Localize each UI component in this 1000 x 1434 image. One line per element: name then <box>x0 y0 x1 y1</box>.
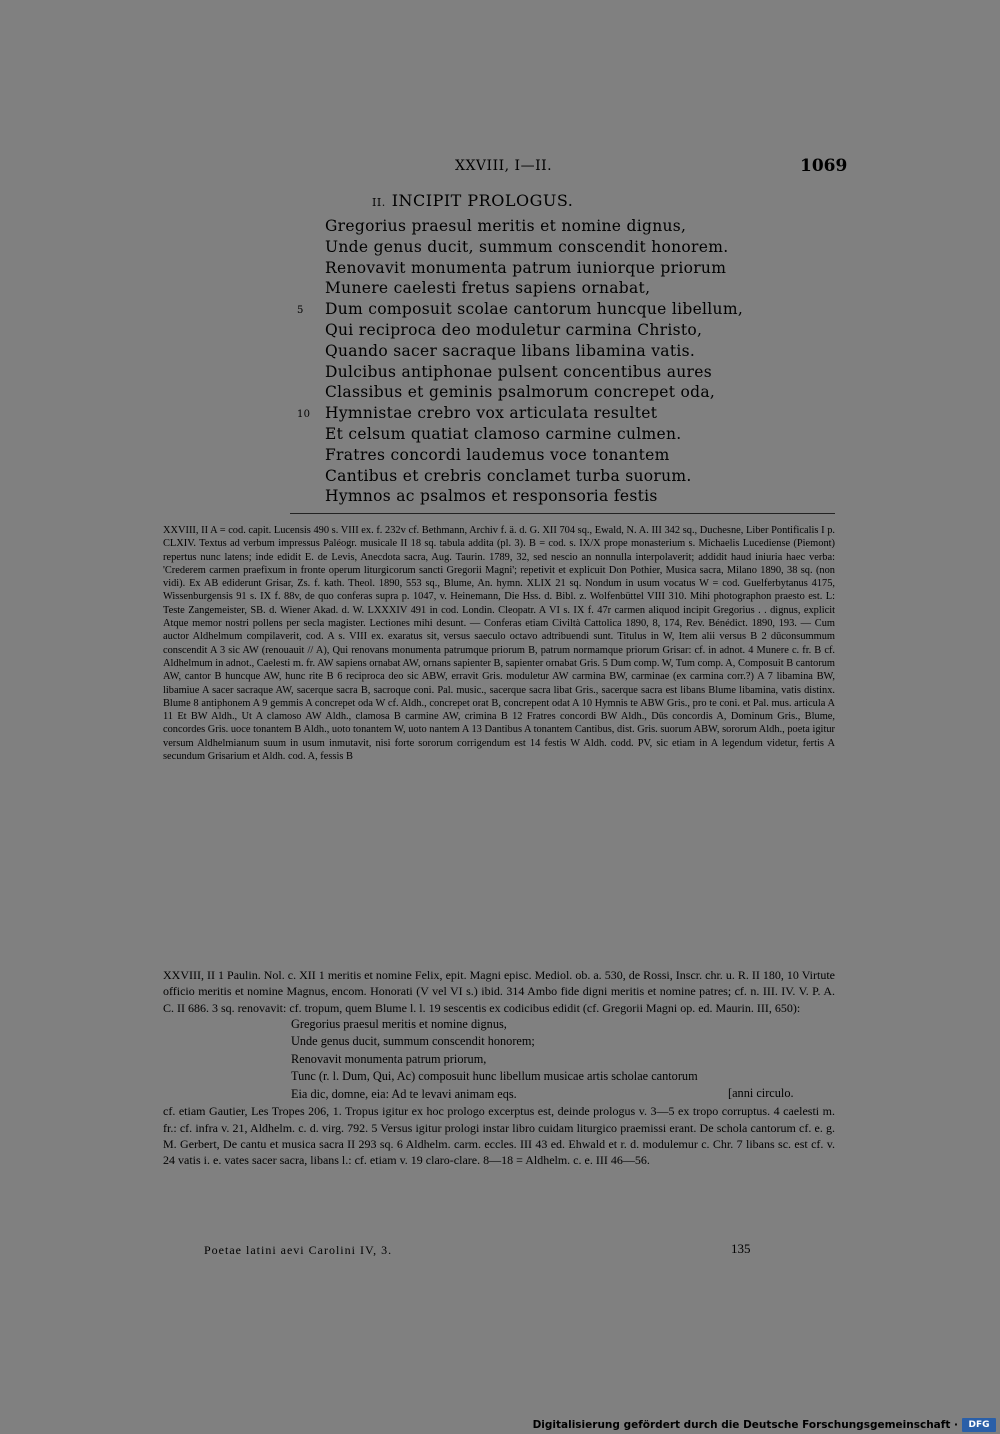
poem-line <box>325 278 743 299</box>
poem-line-text: Hymnos ac psalmos et responsoria festis <box>325 487 658 506</box>
source-notes <box>163 967 835 1169</box>
poem-line-text: Qui reciproca deo moduletur carmina Christo, <box>325 320 703 339</box>
poem-line-text: Classibus et geminis psalmorum concrepet oda, <box>325 383 716 402</box>
divider-rule <box>290 513 835 514</box>
trope-line: Eia dic, domne, eia: Ad te levavi animam eqs. <box>291 1086 517 1101</box>
poem-line-text: Dulcibus antiphonae pulsent concentibus aures <box>325 362 712 381</box>
poem-line <box>297 299 744 320</box>
trope-line: Unde genus ducit, summum conscendit honorem; <box>291 1034 535 1049</box>
poem-line-text: Dum composuit scolae cantorum huncque libellum, <box>325 300 744 319</box>
source-notes-intro: XXVIII, II 1 Paulin. Nol. c. XII 1 meritis et nomine Felix, epit. Magni episc. Mediol. ob. a. 530, de Rossi, Inscr. chr. u. R. II 180, 10 Virtute officio meritis et nomine Magnus, encom. Honorati (V vel VI s.) ibid. 314 Ambo fide digni meritis et nomine patres; cf. n. III. IV. V. P. A. C. II 686. 3 sq. renovavit: cf. tropum, quem Blume l. l. 19 sescentis ex codicibus edidit (cf. Gregorii Magni op. ed. Maurin. III, 650): <box>163 968 835 1015</box>
poem-line <box>325 320 743 341</box>
running-header: XXVIII, I—II. <box>455 158 553 174</box>
poem-line <box>325 382 743 403</box>
poem-line-text: Renovavit monumenta patrum iuniorque priorum <box>325 258 727 277</box>
trope-line: Tunc (r. l. Dum, Qui, Ac) composuit hunc libellum musicae artis scholae cantorum <box>291 1069 698 1084</box>
trope-line: Renovavit monumenta patrum priorum, <box>291 1051 487 1066</box>
poem-line <box>325 258 743 279</box>
sheet-number: 135 <box>731 1241 751 1256</box>
trope-line-continuation: [anni circulo. <box>728 1086 794 1100</box>
poem-line <box>325 216 743 237</box>
poem-text <box>297 216 744 507</box>
poem-line <box>325 486 743 507</box>
line-number: 5 <box>297 305 304 317</box>
funding-credit-text: Digitalisierung gefördert durch die Deutsche Forschungsgemeinschaft · <box>532 1419 958 1431</box>
section-title-text: INCIPIT PROLOGUS. <box>391 191 574 210</box>
poem-line-text: Gregorius praesul meritis et nomine dignus, <box>325 217 687 235</box>
line-number: 10 <box>297 409 311 421</box>
source-notes-continued: cf. etiam Gautier, Les Tropes 206, 1. Tropus igitur ex hoc prologo excerptus est, deinde prologus v. 3—5 ex tropo corruptus. 4 caelesti m. fr.: cf. infra v. 21, Aldhelm. c. d. virg. 792. 5 Versus igitur prologi instar libro cuidam liturgico praemissi erant. De schola cantorum cf. e. g. M. Gerbert, De cantu et musica sacra II 293 sq. 6 Aldhelm. carm. eccles. III 43 ed. Ehwald et r. d. modulemur c. Chr. 7 libans sc. est cf. v. 24 vatis i. e. vates sacer sacra, libans l.: cf. etiam v. 19 claro-clare. 8—18 = Aldhelm. c. e. III 46—56. <box>163 1104 835 1168</box>
poem-line <box>297 403 743 424</box>
section-title <box>372 191 573 210</box>
series-footer: Poetae latini aevi Carolini IV, 3. <box>204 1243 393 1257</box>
poem-line <box>325 362 743 383</box>
poem-line <box>325 445 743 466</box>
poem-line <box>325 341 743 362</box>
poem-line-text: Cantibus et crebris conclamet turba suorum. <box>325 466 692 485</box>
poem-line-text: Munere caelesti fretus sapiens ornabat, <box>325 279 651 298</box>
trope-line: Gregorius praesul meritis et nomine dignus, <box>291 1016 507 1031</box>
page-number: 1069 <box>800 156 848 176</box>
poem-line <box>325 466 743 487</box>
dfg-logo-icon[interactable]: DFG <box>962 1418 996 1432</box>
poem-line-text: Hymnistae crebro vox articulata resultet <box>325 404 658 423</box>
critical-apparatus: XXVIII, II A = cod. capit. Lucensis 490 s. VIII ex. f. 232v cf. Bethmann, Archiv f. ä. d. G. XII 704 sq., Ewald, N. A. III 342 sq., Duchesne, Liber Pontificalis I p. CLXIV. Textus ad verbum impressus Paléogr. musicale II 18 sq. tabula addita (pl. 3). B = cod. s. IX/X prope monasterium s. Michaelis Lucediense (Piemont) repertus nunc latens; inde edidit E. de Levis, Anecdota sacra, Aug. Taurin. 1789, 32, sed nescio an nonnulla interpolaverit; addidit haud iniuria haec verba: 'Crederem carmen praefixum in fronte operum liturgicorum sancti Gregorii Magni'; repetivit et explicuit Don Pothier, Musica sacra, Milano 1890, 38 sq. (non vidi). Ex AB ediderunt Grisar, Zs. f. kath. Theol. 1890, 553 sq., Blume, An. hymn. XLIX 21 sq. Nondum in usum vocatus W = cod. Guelferbytanus 4175, Wissenburgensis 91 s. IX f. 88v, de quo conferas supra p. 1047, v. Heinemann, Die Hss. d. Bibl. z. Wolfenbüttel VIII 310. Mihi photographon praesto est. L: Teste Zangemeister, SB. d. Wiener Akad. d. W. LXXXIV 491 in cod. Londin. Cleopatr. A VI s. IX f. 47r carmen aliquod incipit Gregorius . . dignus, explicit Atque memor nostri pollens per secla magister. Lectiones mihi desunt. — Conferas etiam Civiltà Cattolica 1890, 8, 174, Rev. Bénédict. 1890, 193. — Cum auctor Aldhelmum compilaverit, cod. A s. VIII ex. exaratus sit, versus saeculo octavo adtribuendi sunt. Titulus in W, Item alii versus B 2 dūconsummum conscendit A 3 sic AW (renouauit // A), Qui renovans monumenta patrumque priorum B, patrum normamque priorum Grisar: cf. in adnot. 4 Munere c. fr. B cf. Aldhelmum in adnot., Caelesti m. fr. AW sapiens ornabat AW, ornans sapienter B, sapienter ornabat Gris. 5 Dum comp. W, Tum comp. A, Composuit B cantorum AW, cantor B huncque AW, hunc rite B 6 reciproca deo sic ABW, erravit Gris. moduletur AW carmina BW, carminae (ex carmina corr.?) A 7 libamina BW, libamiue A sacer sacraque AW, sacerque sacra B, sacroque coni. Pal. music., sacerque sacra libat Gris., sacerque sacra est libans Blume libamina, vatis distinx. Blume 8 antiphonem A 9 gemmis A concrepet oda W cf. Aldh., concrepet orat B, concrepent odat A 10 Hymnis te ABW Gris., pro te coni. et Pal. mus. articula A 11 Et BW Aldh., Ut A clamoso AW Aldh., clamosa B carmine AW, crimina B 12 Fratres concordi BW Aldh., Dūs concordis A, Dominum Gris., Blume, concordes Gris. uoce tonantem B Aldh., uoto tonantem W, uoto nantem A 13 Dantibus A tonantem Cantibus, dist. Gris. suorum ABW, sororum Aldh., poeta igitur versum Aldhelmianum suum in usum inmutavit, nisi forte sororum corrigendum est 14 festis W Aldh. codd. PV, sic etiam in A legendum videtur, fertis A secundum Grisarium et Aldh. cod. A, fessis B <box>163 525 835 763</box>
poem-line <box>325 237 743 258</box>
poem-line-text: Fratres concordi laudemus voce tonantem <box>325 445 670 464</box>
funding-credit <box>532 1417 998 1433</box>
trope-quote <box>163 1016 835 1104</box>
poem-line-text: Quando sacer sacraque libans libamina vatis. <box>325 341 696 360</box>
poem-line-text: Et celsum quatiat clamoso carmine culmen. <box>325 424 682 443</box>
section-numeral: II. <box>372 196 386 209</box>
poem-line-text: Unde genus ducit, summum conscendit honorem. <box>325 237 729 256</box>
poem-line <box>325 424 743 445</box>
